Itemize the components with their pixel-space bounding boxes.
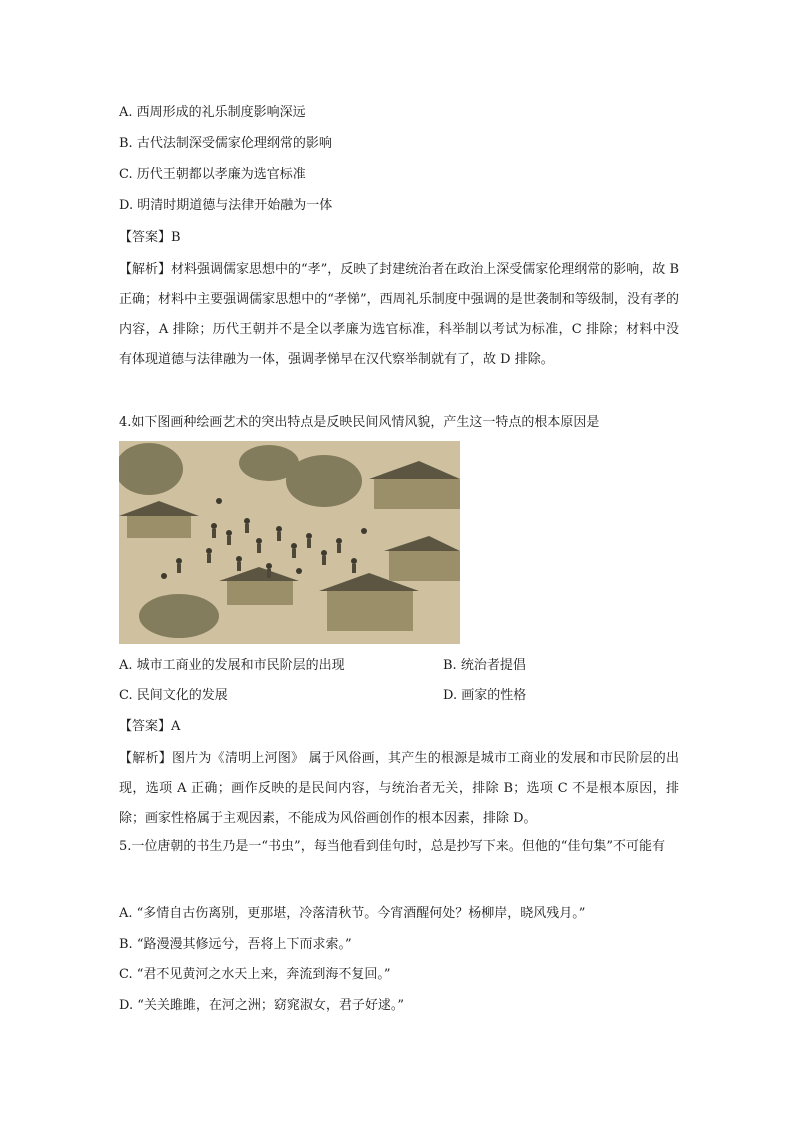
q5-option-a: A. “多情自古伤离别，更那堪，冷落清秋节。今宵酒醒何处？杨柳岸，晓风残月。” <box>119 906 586 921</box>
q5-option-d: D. “关关雎雎，在河之洲；窈窕淑女，君子好逑。” <box>119 998 405 1013</box>
q4-answer: 【答案】A <box>119 719 181 734</box>
q3-analysis: 【解析】材料强调儒家思想中的“孝”，反映了封建统治者在政治上深受儒家伦理纲常的影响，故 B 正确；材料中主要强调儒家思想中的“孝悌”，西周礼乐制度中强调的是世袭制和等级制，没有孝的内容，A 排除；历代王朝并不是全以孝廉为选官标准，科举制以考试为标准，C 排除；材料中没有体现道德与法律融为一体，强调孝悌早在汉代察举制就有了，故 D 排除。 <box>119 262 679 367</box>
q3-option-a: A. 西周形成的礼乐制度影响深远 <box>119 105 306 120</box>
q5-question: 5.一位唐朝的书生乃是一“书虫”，每当他看到佳句时，总是抄写下来。但他的“佳句集”不可能有 <box>119 839 665 854</box>
qingming-painting-image <box>119 441 460 644</box>
q4-option-b: B. 统治者提倡 <box>443 658 526 673</box>
q3-option-b: B. 古代法制深受儒家伦理纲常的影响 <box>119 136 332 151</box>
q3-option-c: C. 历代王朝都以孝廉为选官标准 <box>119 167 306 182</box>
q4-question: 4.如下图画种绘画艺术的突出特点是反映民间风情风貌，产生这一特点的根本原因是 <box>119 415 600 430</box>
q5-option-c: C. “君不见黄河之水天上来，奔流到海不复回。” <box>119 967 391 982</box>
q4-analysis: 【解析】图片为《清明上河图》 属于风俗画，其产生的根源是城市工商业的发展和市民阶层的出现，选项 A 正确；画作反映的是民间内容，与统治者无关，排除 B；选项 C 不是根本原因，排除；画家性格属于主观因素，不能成为风俗画创作的根本因素，排除 D。 <box>119 751 679 826</box>
q3-answer: 【答案】B <box>119 230 181 245</box>
q5-option-b: B. “路漫漫其修远兮，吾将上下而求索。” <box>119 937 352 952</box>
q4-option-a: A. 城市工商业的发展和市民阶层的出现 <box>119 658 345 673</box>
q4-option-d: D. 画家的性格 <box>443 688 527 703</box>
q4-option-c: C. 民间文化的发展 <box>119 688 228 703</box>
q3-option-d: D. 明清时期道德与法律开始融为一体 <box>119 198 333 213</box>
